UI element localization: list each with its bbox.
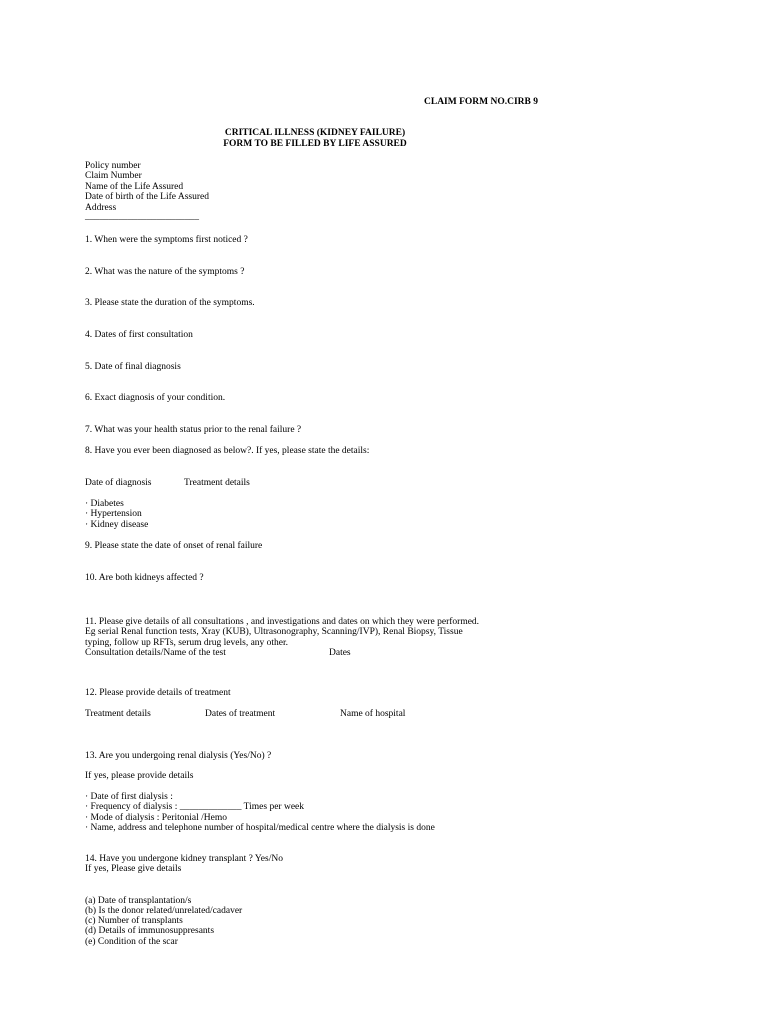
question-2: 2. What was the nature of the symptoms ? bbox=[85, 267, 245, 277]
question-6: 6. Exact diagnosis of your condition. bbox=[85, 393, 226, 403]
q8-item-kidney-disease: · Kidney disease bbox=[85, 520, 149, 530]
q14-if-yes: If yes, Please give details bbox=[85, 864, 182, 874]
q11-consultation-details-header: Consultation details/Name of the test bbox=[85, 648, 226, 658]
q12-name-of-hospital-header: Name of hospital bbox=[340, 709, 406, 719]
q14-item-b: (b) Is the donor related/unrelated/cadaver bbox=[85, 906, 243, 916]
dob-label: Date of birth of the Life Assured bbox=[85, 192, 209, 202]
life-assured-name-label: Name of the Life Assured bbox=[85, 182, 184, 192]
q8-item-hypertension: · Hypertension bbox=[85, 509, 142, 519]
q12-dates-of-treatment-header: Dates of treatment bbox=[205, 709, 276, 719]
q14-item-e: (e) Condition of the scar bbox=[85, 937, 178, 947]
q13-if-yes: If yes, please provide details bbox=[85, 771, 194, 781]
question-8: 8. Have you ever been diagnosed as below?. If yes, please state the details: bbox=[85, 446, 370, 456]
q8-item-diabetes: · Diabetes bbox=[85, 499, 124, 509]
q14-item-c: (c) Number of transplants bbox=[85, 916, 183, 926]
form-number: CLAIM FORM NO.CIRB 9 bbox=[424, 97, 538, 107]
question-9: 9. Please state the date of onset of renal failure bbox=[85, 541, 263, 551]
q13-item-mode: · Mode of dialysis : Peritonial /Hemo bbox=[85, 813, 227, 823]
question-3: 3. Please state the duration of the symptoms. bbox=[85, 298, 255, 308]
q8-treatment-details-header: Treatment details bbox=[184, 478, 250, 488]
q13-item-hospital: · Name, address and telephone number of hospital/medical centre where the dialysis is done bbox=[85, 823, 435, 833]
question-1: 1. When were the symptoms first noticed ? bbox=[85, 235, 248, 245]
question-11-line2: Eg serial Renal function tests, Xray (KUB), Ultrasonography, Scanning/IVP), Renal Biopsy, Tissue bbox=[85, 627, 463, 637]
question-11-line1: 11. Please give details of all consultations , and investigations and dates on which they were performed. bbox=[85, 617, 480, 627]
q13-item-frequency: · Frequency of dialysis : _____________ Times per week bbox=[85, 802, 305, 812]
question-14: 14. Have you undergone kidney transplant ? Yes/No bbox=[85, 854, 283, 864]
q14-item-a: (a) Date of transplantation/s bbox=[85, 896, 192, 906]
question-11-line3: typing, follow up RFTs, serum drug levels, any other. bbox=[85, 638, 289, 648]
policy-number-label: Policy number bbox=[85, 161, 141, 171]
q13-item-first-dialysis: · Date of first dialysis : bbox=[85, 792, 173, 802]
q12-treatment-details-header: Treatment details bbox=[85, 709, 151, 719]
question-4: 4. Dates of first consultation bbox=[85, 330, 193, 340]
question-13: 13. Are you undergoing renal dialysis (Yes/No) ? bbox=[85, 751, 272, 761]
q14-item-d: (d) Details of immunosuppresants bbox=[85, 926, 215, 936]
address-underline: ________________________ bbox=[85, 212, 199, 222]
form-title-line2: FORM TO BE FILLED BY LIFE ASSURED bbox=[223, 139, 407, 149]
address-label: Address bbox=[85, 203, 117, 213]
claim-number-label: Claim Number bbox=[85, 171, 142, 181]
question-12: 12. Please provide details of treatment bbox=[85, 688, 231, 698]
form-title-line1: CRITICAL ILLNESS (KIDNEY FAILURE) bbox=[224, 128, 406, 138]
question-5: 5. Date of final diagnosis bbox=[85, 362, 181, 372]
q11-dates-header: Dates bbox=[329, 648, 351, 658]
question-10: 10. Are both kidneys affected ? bbox=[85, 573, 204, 583]
question-7: 7. What was your health status prior to the renal failure ? bbox=[85, 425, 302, 435]
q8-date-of-diagnosis-header: Date of diagnosis bbox=[85, 478, 152, 488]
